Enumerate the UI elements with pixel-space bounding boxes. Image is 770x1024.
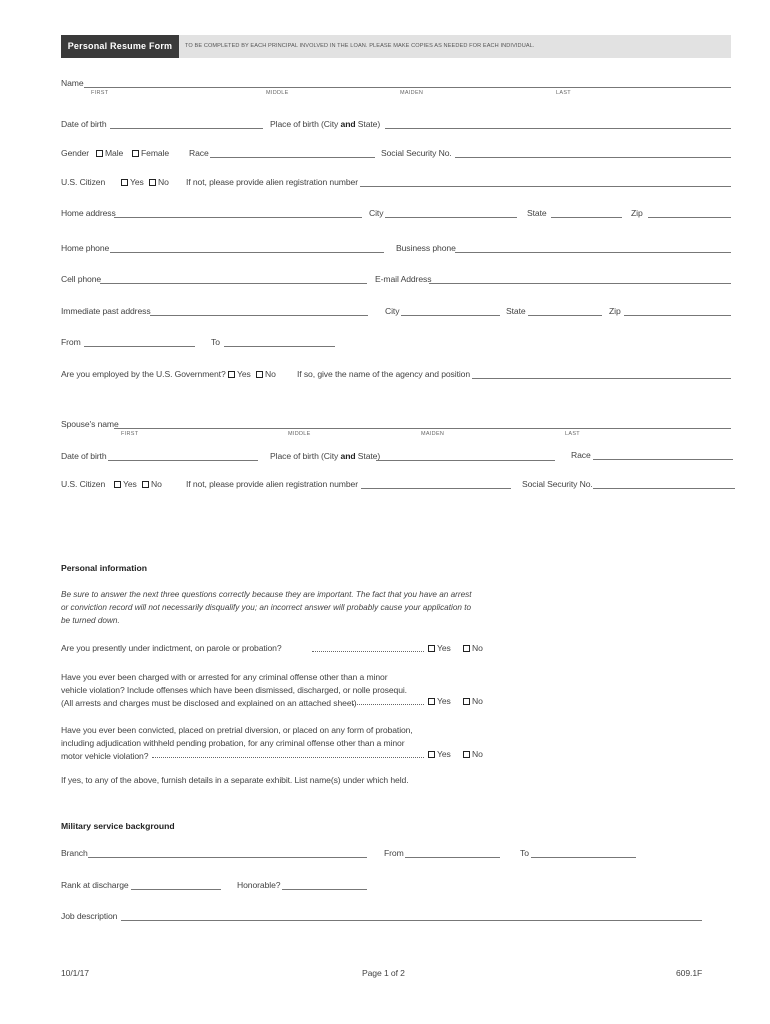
gov-followup-label: If so, give the name of the agency and position — [297, 369, 471, 379]
gov-no-checkbox[interactable] — [256, 371, 263, 378]
spouse-ssn-field[interactable] — [593, 488, 735, 489]
business-phone-field[interactable] — [455, 252, 731, 253]
q2-text: Have you ever been charged with or arrested for any criminal offense other than a minor vehicle violation? Include offenses which have been dismissed, discharged, or nolle prosequi. (All arrests and charges must be disclosed and explained on an attached sheet) — [61, 672, 407, 708]
q1-no[interactable]: No — [463, 643, 483, 653]
q1-text: Are you presently under indictment, on parole or probation? — [61, 643, 282, 653]
citizen-yes[interactable]: Yes — [121, 177, 144, 187]
footer-page: Page 1 of 2 — [362, 968, 405, 978]
spouse-dob-field[interactable] — [108, 460, 258, 461]
header-note: TO BE COMPLETED BY EACH PRINCIPAL INVOLVED IN THE LOAN. PLEASE MAKE COPIES AS NEEDED FOR EACH INDIVIDUAL. — [185, 43, 535, 49]
home-state-field[interactable] — [551, 217, 622, 218]
q2-yes-checkbox[interactable] — [428, 698, 435, 705]
spouse-pob-field[interactable] — [376, 460, 555, 461]
home-zip-label: Zip — [631, 208, 643, 218]
business-phone-label: Business phone — [396, 243, 456, 253]
honorable-field[interactable] — [282, 889, 367, 890]
spouse-citizen-label: U.S. Citizen — [61, 479, 106, 489]
gender-label: Gender — [61, 148, 90, 158]
branch-field[interactable] — [88, 857, 367, 858]
job-field[interactable] — [121, 920, 702, 921]
dob-label: Date of birth — [61, 119, 107, 129]
to-field[interactable] — [224, 346, 335, 347]
spouse-sub-maiden: MAIDEN — [421, 431, 445, 437]
form-title: Personal Resume Form — [61, 35, 179, 58]
home-address-field[interactable] — [114, 217, 362, 218]
citizen-yes-checkbox[interactable] — [121, 179, 128, 186]
citizen-no-checkbox[interactable] — [149, 179, 156, 186]
female-option[interactable]: Female — [132, 148, 169, 158]
home-state-label: State — [527, 208, 547, 218]
home-city-label: City — [369, 208, 384, 218]
q3-yes[interactable]: Yes — [428, 749, 451, 759]
gov-yes[interactable]: Yes — [228, 369, 251, 379]
spouse-citizen-yes[interactable]: Yes — [114, 479, 137, 489]
from-label: From — [61, 337, 81, 347]
rank-field[interactable] — [131, 889, 221, 890]
from-field[interactable] — [84, 346, 195, 347]
past-state-field[interactable] — [528, 315, 602, 316]
q3-yes-checkbox[interactable] — [428, 751, 435, 758]
sub-maiden: MAIDEN — [400, 90, 424, 96]
mil-to-field[interactable] — [531, 857, 636, 858]
cell-phone-label: Cell phone — [61, 274, 102, 284]
q3-no[interactable]: No — [463, 749, 483, 759]
citizen-no[interactable]: No — [149, 177, 169, 187]
military-heading: Military service background — [61, 821, 175, 831]
q2-leader — [352, 704, 424, 705]
footer-date: 10/1/17 — [61, 968, 89, 978]
race-label: Race — [189, 148, 209, 158]
gov-followup-field[interactable] — [472, 378, 731, 379]
race-field[interactable] — [210, 157, 375, 158]
ssn-label: Social Security No. — [381, 148, 452, 158]
spouse-race-label: Race — [571, 450, 591, 460]
q2-no-checkbox[interactable] — [463, 698, 470, 705]
past-address-label: Immediate past address — [61, 306, 151, 316]
spouse-name-field[interactable] — [114, 428, 731, 429]
footer-form-number: 609.1F — [676, 968, 703, 978]
spouse-name-label: Spouse's name — [61, 419, 119, 429]
male-checkbox[interactable] — [96, 150, 103, 157]
alien-label: If not, please provide alien registration number — [186, 177, 358, 187]
past-city-field[interactable] — [401, 315, 500, 316]
q1-yes-checkbox[interactable] — [428, 645, 435, 652]
past-address-field[interactable] — [150, 315, 368, 316]
name-label: Name — [61, 78, 84, 88]
ssn-field[interactable] — [455, 157, 731, 158]
spouse-race-field[interactable] — [593, 459, 733, 460]
cell-phone-field[interactable] — [100, 283, 367, 284]
mil-from-field[interactable] — [405, 857, 500, 858]
home-address-label: Home address — [61, 208, 116, 218]
spouse-ssn-label: Social Security No. — [522, 479, 593, 489]
q3-text: Have you ever been convicted, placed on pretrial diversion, or placed on any form of probation, including adjudication withheld pending probation, for any criminal offense other than a minor motor vehicle violation? — [61, 725, 413, 761]
q3-leader — [152, 757, 424, 758]
pob-field[interactable] — [385, 128, 731, 129]
home-zip-field[interactable] — [648, 217, 731, 218]
gov-yes-checkbox[interactable] — [228, 371, 235, 378]
home-phone-label: Home phone — [61, 243, 110, 253]
name-field[interactable] — [84, 87, 731, 88]
q2-yes[interactable]: Yes — [428, 696, 451, 706]
rank-label: Rank at discharge — [61, 880, 129, 890]
q3-no-checkbox[interactable] — [463, 751, 470, 758]
personal-heading: Personal information — [61, 563, 147, 573]
past-city-label: City — [385, 306, 400, 316]
to-label: To — [211, 337, 220, 347]
q1-yes[interactable]: Yes — [428, 643, 451, 653]
spouse-sub-last: LAST — [565, 431, 580, 437]
spouse-alien-label: If not, please provide alien registration number — [186, 479, 358, 489]
sub-first: FIRST — [91, 90, 109, 96]
honorable-label: Honorable? — [237, 880, 281, 890]
spouse-citizen-no-checkbox[interactable] — [142, 481, 149, 488]
spouse-sub-middle: MIDDLE — [288, 431, 311, 437]
pob-label: Place of birth (City and State) — [270, 119, 381, 129]
dob-field[interactable] — [110, 128, 263, 129]
job-label: Job description — [61, 911, 118, 921]
male-option[interactable]: Male — [96, 148, 123, 158]
citizen-label: U.S. Citizen — [61, 177, 106, 187]
personal-followup: If yes, to any of the above, furnish details in a separate exhibit. List name(s) under which held. — [61, 775, 409, 785]
branch-label: Branch — [61, 848, 88, 858]
personal-intro: Be sure to answer the next three questions correctly because they are important. The fact that you have an arrest or conviction record will not necessarily disqualify you; an incorrect answer will probably cause your application to be turned down. — [61, 590, 472, 625]
q1-no-checkbox[interactable] — [463, 645, 470, 652]
past-zip-field[interactable] — [624, 315, 731, 316]
alien-field[interactable] — [360, 186, 731, 187]
past-state-label: State — [506, 306, 526, 316]
home-phone-field[interactable] — [110, 252, 384, 253]
female-checkbox[interactable] — [132, 150, 139, 157]
gov-no[interactable]: No — [256, 369, 276, 379]
q2-no[interactable]: No — [463, 696, 483, 706]
sub-middle: MIDDLE — [266, 90, 289, 96]
spouse-pob-label: Place of birth (City and State) — [270, 451, 381, 461]
mil-from-label: From — [384, 848, 404, 858]
spouse-alien-field[interactable] — [361, 488, 511, 489]
sub-last: LAST — [556, 90, 571, 96]
spouse-citizen-yes-checkbox[interactable] — [114, 481, 121, 488]
spouse-citizen-no[interactable]: No — [142, 479, 162, 489]
past-zip-label: Zip — [609, 306, 621, 316]
q1-leader — [312, 651, 424, 652]
email-label: E-mail Address — [375, 274, 432, 284]
home-city-field[interactable] — [385, 217, 517, 218]
mil-to-label: To — [520, 848, 529, 858]
email-field[interactable] — [429, 283, 731, 284]
spouse-sub-first: FIRST — [121, 431, 139, 437]
spouse-dob-label: Date of birth — [61, 451, 107, 461]
gov-label: Are you employed by the U.S. Government? — [61, 369, 226, 379]
